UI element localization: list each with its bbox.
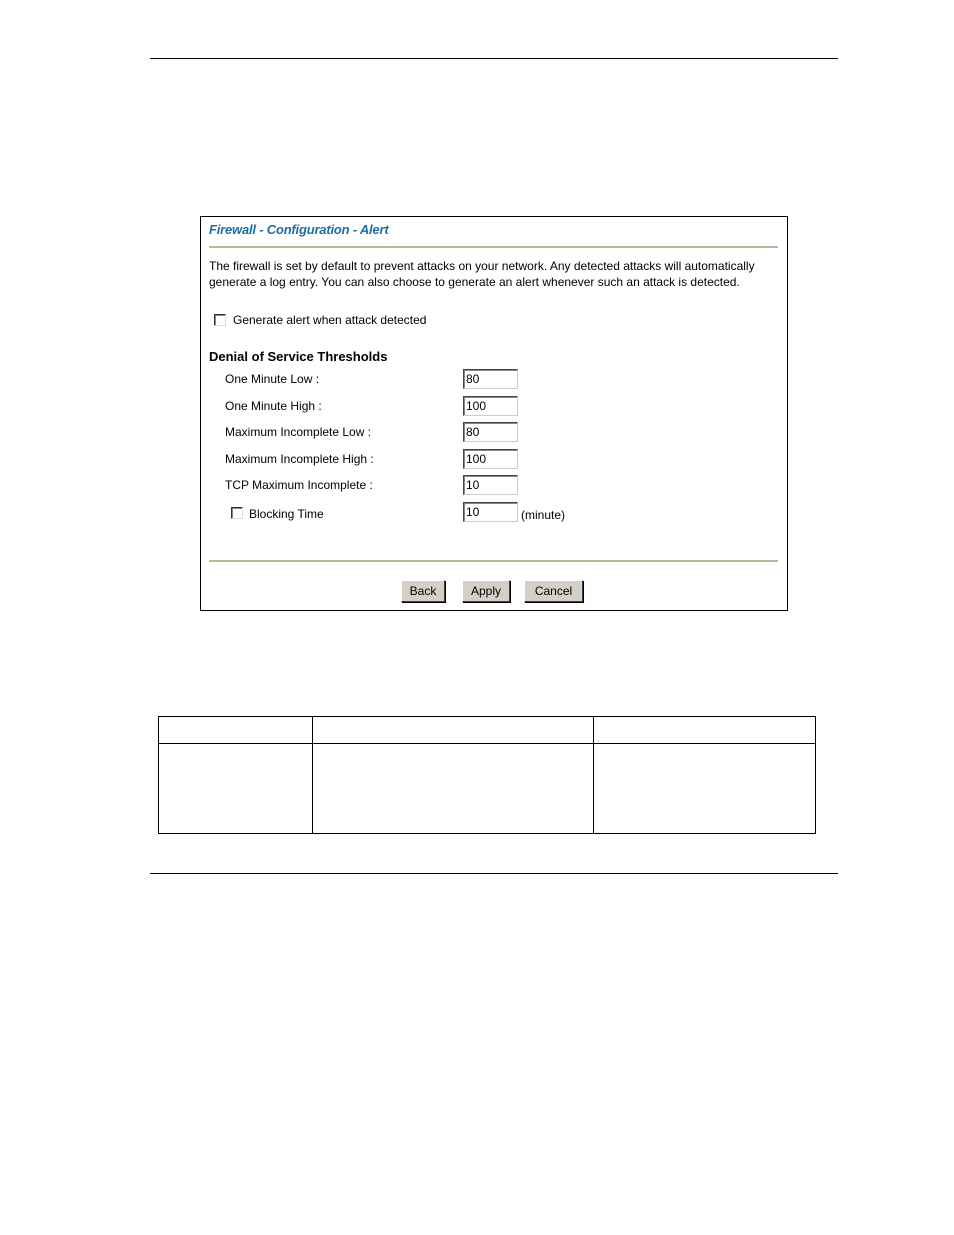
footer-separator xyxy=(209,560,778,562)
blocking-time-input[interactable] xyxy=(463,502,518,522)
panel-title: Firewall - Configuration - Alert xyxy=(209,222,389,237)
blocking-time-checkbox[interactable] xyxy=(231,507,243,519)
title-separator xyxy=(209,246,778,248)
one-minute-low-input[interactable] xyxy=(463,369,518,389)
maximum-incomplete-high-input[interactable] xyxy=(463,449,518,469)
page-footer-rule xyxy=(150,873,838,874)
blocking-time-label: Blocking Time xyxy=(249,507,324,521)
blocking-time-unit: (minute) xyxy=(521,508,566,522)
one-minute-high-input[interactable] xyxy=(463,396,518,416)
generate-alert-label: Generate alert when attack detected xyxy=(233,313,427,327)
table-column-divider xyxy=(593,717,594,833)
page-header-rule xyxy=(150,58,838,59)
one-minute-high-label: One Minute High : xyxy=(225,399,322,413)
firewall-alert-screenshot xyxy=(200,216,788,611)
maximum-incomplete-low-label: Maximum Incomplete Low : xyxy=(225,425,372,439)
one-minute-low-label: One Minute Low : xyxy=(225,372,320,386)
table-column-divider xyxy=(312,717,313,833)
back-button[interactable]: Back xyxy=(401,580,445,602)
tcp-maximum-incomplete-input[interactable] xyxy=(463,475,518,495)
table-header-divider xyxy=(159,743,815,744)
maximum-incomplete-high-label: Maximum Incomplete High : xyxy=(225,452,374,466)
description-text: The firewall is set by default to prevent attacks on your network. Any detected attacks will automatically generate a log entry. You can also choose to generate an alert whenever such an attack is detected. xyxy=(209,259,755,289)
maximum-incomplete-low-input[interactable] xyxy=(463,422,518,442)
generate-alert-checkbox[interactable] xyxy=(214,314,226,326)
dos-thresholds-heading: Denial of Service Thresholds xyxy=(209,349,388,364)
cancel-button[interactable]: Cancel xyxy=(524,580,583,602)
description-table xyxy=(158,716,816,834)
apply-button[interactable]: Apply xyxy=(462,580,510,602)
tcp-maximum-incomplete-label: TCP Maximum Incomplete : xyxy=(225,478,373,492)
